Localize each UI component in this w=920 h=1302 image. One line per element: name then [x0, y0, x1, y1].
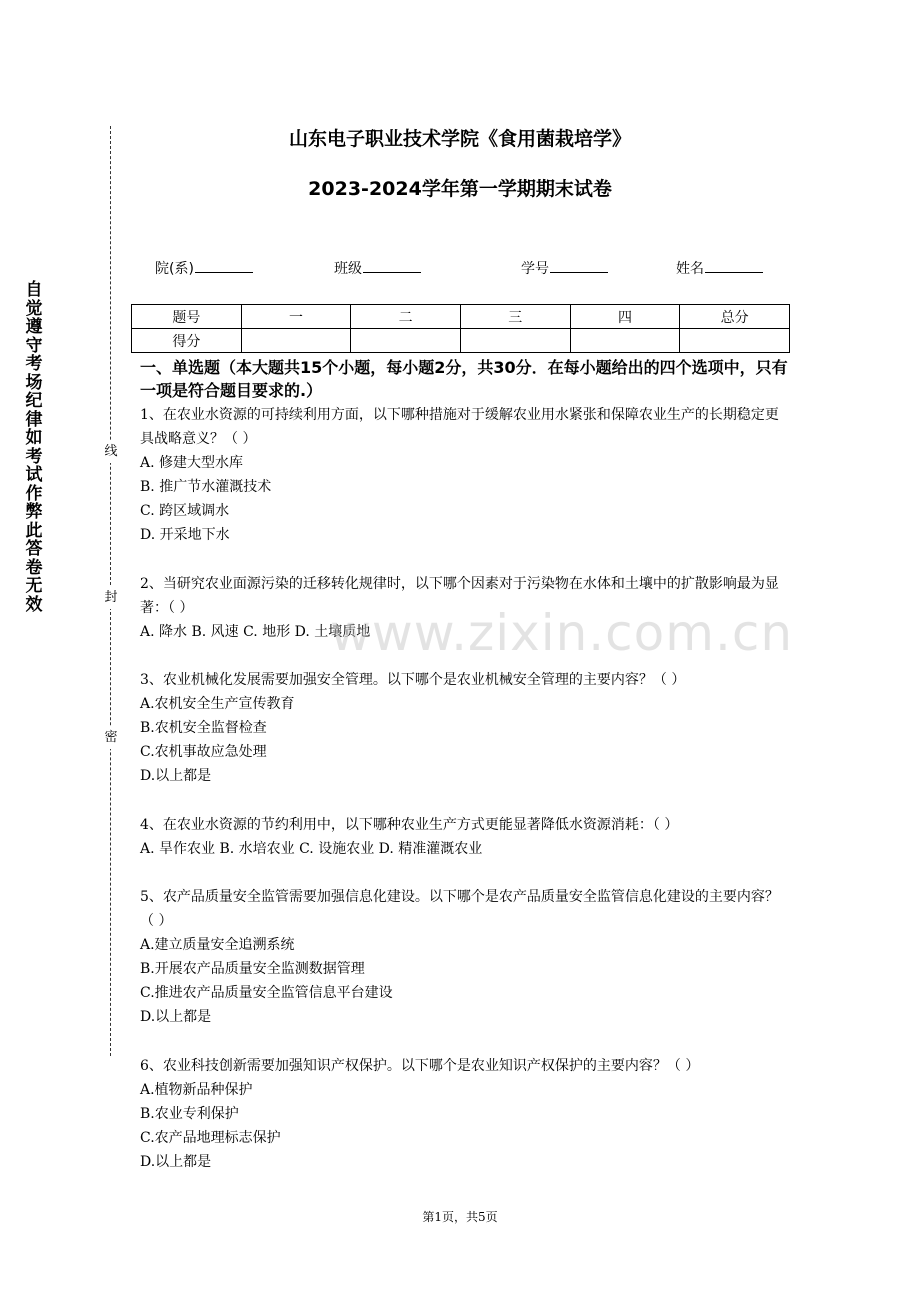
question-6-option-b: B.农业专利保护: [140, 1106, 239, 1122]
margin-notice-char: 律: [25, 409, 43, 430]
question-1-option-a: A. 修建大型水库: [140, 455, 244, 471]
score-cell-part-2[interactable]: [351, 329, 461, 353]
question-1-option-c: C. 跨区域调水: [140, 503, 230, 519]
margin-notice-char: 作: [25, 483, 43, 504]
question-3-option-b: B.农机安全监督检查: [140, 720, 267, 736]
header-cell-question-number: 题号: [132, 305, 242, 329]
question-5-option-d: D.以上都是: [140, 1009, 212, 1025]
question-5: [140, 885, 785, 1029]
margin-notice-char: 答: [25, 539, 43, 559]
question-3: [140, 668, 785, 788]
question-3-option-a: A.农机安全生产宣传教育: [140, 696, 295, 712]
margin-notice: [20, 281, 48, 614]
question-6-option-a: A.植物新品种保护: [140, 1082, 253, 1098]
student-id-field[interactable]: 学号: [521, 258, 608, 278]
student-id-blank[interactable]: [550, 260, 608, 273]
score-table: [131, 304, 790, 353]
margin-notice-char: 卷: [25, 557, 43, 578]
class-field[interactable]: 班级: [334, 258, 421, 278]
seal-word-secret: 密: [104, 726, 118, 749]
score-cell-part-4[interactable]: [570, 329, 680, 353]
score-cell-part-1[interactable]: [241, 329, 351, 353]
question-5-stem: 5、农产品质量安全监管需要加强信息化建设。以下哪个是农产品质量安全监管信息化建设的主要内容？（ ）: [140, 889, 779, 929]
exam-title-term: 2023-2024学年第一学期期末试卷: [308, 178, 612, 200]
score-table-header-row: [132, 305, 790, 329]
question-6: [140, 1054, 785, 1174]
seal-word-seal: 封: [104, 586, 118, 609]
margin-notice-char: 场: [25, 372, 43, 393]
question-4: [140, 813, 785, 861]
score-cell-part-3[interactable]: [460, 329, 570, 353]
site-watermark: www.zixin.com.cn: [330, 604, 794, 662]
department-field[interactable]: 院(系): [155, 258, 253, 278]
question-4-stem: 4、在农业水资源的节约利用中，以下哪种农业生产方式更能显著降低水资源消耗：（ ）: [140, 817, 679, 833]
question-6-option-d: D.以上都是: [140, 1154, 212, 1170]
question-3-option-c: C.农机事故应急处理: [140, 744, 267, 760]
question-6-option-c: C.农产品地理标志保护: [140, 1130, 281, 1146]
question-3-option-d: D.以上都是: [140, 768, 212, 784]
header-cell-part-2: 二: [351, 305, 461, 329]
margin-notice-char: 此: [25, 520, 43, 541]
margin-notice-char: 遵: [25, 317, 43, 337]
question-1-option-d: D. 开采地下水: [140, 527, 230, 543]
question-3-stem: 3、农业机械化发展需要加强安全管理。以下哪个是农业机械安全管理的主要内容？（ ）: [140, 672, 686, 688]
margin-notice-char: 无: [25, 576, 43, 596]
question-2-options: A. 降水 B. 风速 C. 地形 D. 土壤质地: [140, 624, 371, 640]
header-cell-part-1: 一: [241, 305, 351, 329]
score-cell-total[interactable]: [680, 329, 790, 353]
question-6-stem: 6、农业科技创新需要加强知识产权保护。以下哪个是农业知识产权保护的主要内容？（ ）: [140, 1058, 700, 1074]
margin-notice-char: 守: [25, 335, 43, 356]
question-5-option-a: A.建立质量安全追溯系统: [140, 937, 295, 953]
margin-notice-char: 弊: [25, 502, 43, 522]
question-5-option-b: B.开展农产品质量安全监测数据管理: [140, 961, 365, 977]
score-row-label: 得分: [132, 329, 242, 353]
header-cell-part-3: 三: [460, 305, 570, 329]
department-blank[interactable]: [195, 260, 253, 273]
header-cell-total: 总分: [680, 305, 790, 329]
question-1-stem: 1、在农业水资源的可持续利用方面，以下哪种措施对于缓解农业用水紧张和保障农业生产的长期稳定更具战略意义？（ ）: [140, 407, 779, 447]
page-footer: 第1页，共5页: [422, 1210, 498, 1224]
section-1-heading: 一、单选题（本大题共15个小题，每小题2分，共30分．在每小题给出的四个选项中，只有一项是符合题目要求的.）: [140, 358, 788, 400]
margin-notice-char: 效: [25, 594, 43, 615]
name-field[interactable]: 姓名: [676, 258, 763, 278]
question-5-option-c: C.推进农产品质量安全监管信息平台建设: [140, 985, 393, 1001]
question-2-stem: 2、当研究农业面源污染的迁移转化规律时，以下哪个因素对于污染物在水体和土壤中的扩散影响最为显著：（ ）: [140, 576, 779, 616]
margin-notice-char: 考: [25, 446, 43, 467]
margin-notice-char: 自: [25, 280, 43, 300]
margin-notice-char: 纪: [25, 391, 43, 411]
question-1-option-b: B. 推广节水灌溉技术: [140, 479, 272, 495]
margin-notice-char: 考: [25, 354, 43, 374]
header-cell-part-4: 四: [570, 305, 680, 329]
seal-word-line: 线: [104, 440, 118, 463]
question-4-options: A. 旱作农业 B. 水培农业 C. 设施农业 D. 精准灌溉农业: [140, 841, 483, 857]
margin-notice-char: 如: [25, 428, 43, 448]
margin-notice-char: 试: [25, 465, 43, 485]
margin-notice-char: 觉: [25, 298, 43, 319]
exam-title-school-course: 山东电子职业技术学院《食用菌栽培学》: [288, 128, 631, 150]
score-table-score-row: [132, 329, 790, 353]
name-blank[interactable]: [705, 260, 763, 273]
question-1: [140, 403, 785, 547]
class-blank[interactable]: [363, 260, 421, 273]
